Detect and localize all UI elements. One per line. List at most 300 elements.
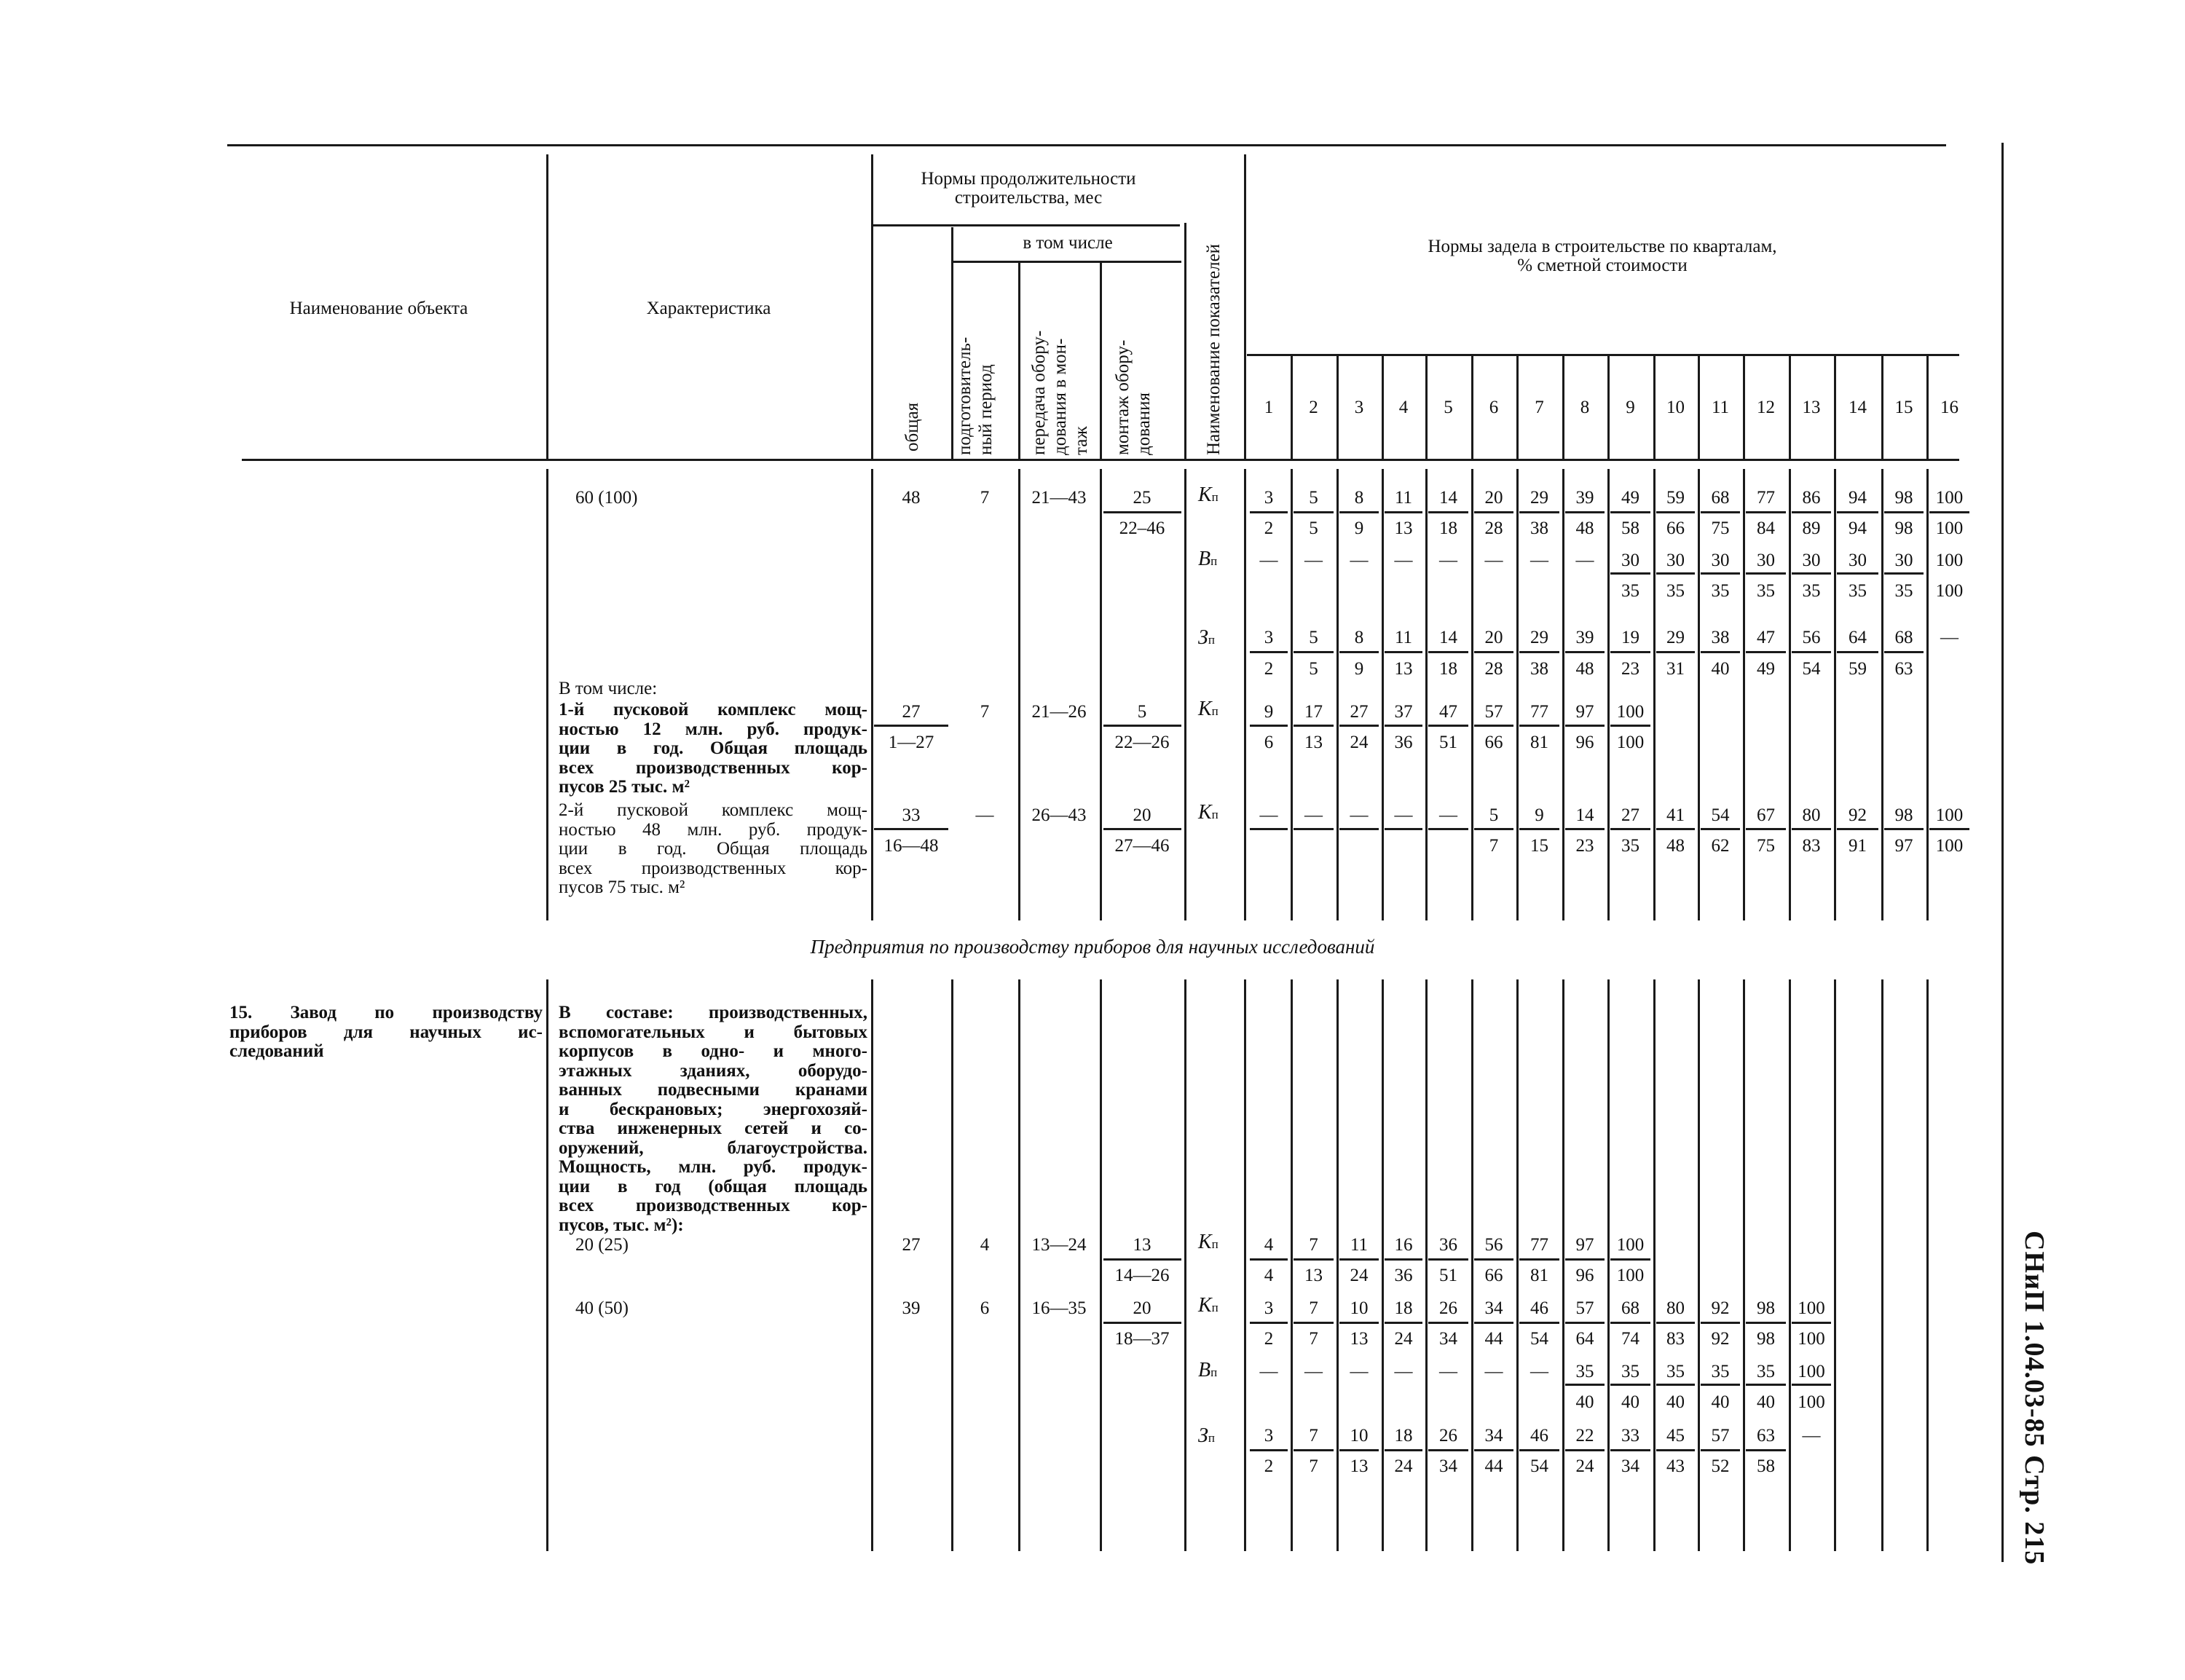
header-indicator-name — [1203, 244, 1224, 455]
block2-r2-vp-rule — [1610, 1384, 1650, 1386]
header-equipment-transfer — [1028, 331, 1092, 455]
block1-complex2-text-line: 2-й пусковой комплекс мощ- — [559, 800, 867, 820]
block2-r2-zp-top: 7 — [1309, 1426, 1318, 1446]
header-bottom-rule — [242, 459, 1959, 461]
block1-zp-rule — [1701, 651, 1740, 653]
block1-zp-top: — — [1940, 628, 1958, 647]
block2-characteristic-line: всех производственных кор- — [559, 1196, 867, 1215]
block1-total: 48 — [902, 488, 921, 508]
complex2-kp-top: 92 — [1849, 805, 1867, 825]
header-quarter-number: 5 — [1444, 398, 1453, 417]
header-col-prep-transfer — [1018, 262, 1020, 460]
block2-r2-zp-bottom: 24 — [1575, 1456, 1594, 1476]
block2-r2-kp-top: 100 — [1798, 1298, 1825, 1318]
header-quarter-line — [1926, 355, 1929, 460]
block2-r2-kp-bottom: 7 — [1309, 1329, 1318, 1349]
complex2-kp-rule — [1701, 828, 1740, 830]
block2-object-name-line: 15. Завод по производству — [229, 1003, 543, 1022]
block2-r2-vp-bottom: 40 — [1575, 1392, 1594, 1412]
header-equipment-transfer-line: таж — [1071, 426, 1091, 455]
block2-r1-kp-bottom: 100 — [1616, 1266, 1645, 1285]
block1-kp-rule — [1565, 511, 1605, 513]
block1-zp-top: 47 — [1757, 628, 1775, 647]
block1-kp-rule — [1929, 511, 1969, 513]
block1-vp-rule — [1701, 572, 1740, 575]
block1-kp-rule — [1294, 511, 1334, 513]
block2-r1-prep: 4 — [980, 1235, 990, 1255]
block2-r2-kp-indicator — [1198, 1294, 1219, 1317]
block1-vp-rule — [1837, 572, 1878, 575]
block2-col-line — [1244, 979, 1246, 1551]
block2-r2-install-bottom: 18—37 — [1114, 1329, 1170, 1349]
complex2-kp-rule — [1792, 828, 1831, 830]
block2-r2-kp-bottom: 13 — [1350, 1329, 1369, 1349]
block1-vp-rule — [1746, 572, 1786, 575]
block1-vp-top: — — [1484, 551, 1503, 570]
header-quarter-number: 10 — [1666, 398, 1685, 417]
block1-zp-bottom: 54 — [1802, 659, 1821, 679]
complex1-kp-bottom: 36 — [1394, 733, 1413, 752]
complex2-kp-top: 27 — [1621, 805, 1639, 825]
table-top-rule — [227, 144, 1946, 146]
complex1-kp-bottom: 6 — [1264, 733, 1274, 752]
header-quarter-line — [1698, 355, 1700, 460]
block2-object-name-line: приборов для научных ис- — [229, 1022, 543, 1042]
header-quarter-line — [1743, 355, 1745, 460]
block1-col-line — [546, 469, 548, 920]
block2-r2-zp-indicator-subscript: п — [1208, 1431, 1215, 1445]
block1-kp-top: 68 — [1711, 488, 1730, 508]
block2-r2-kp-rule — [1385, 1322, 1422, 1324]
block2-r2-zp-rule — [1701, 1449, 1740, 1451]
block2-r2-zp-top: 26 — [1439, 1426, 1457, 1446]
complex1-kp-rule — [1339, 725, 1379, 727]
header-quarter-line — [1562, 355, 1564, 460]
block1-complex1-text — [559, 701, 867, 797]
block2-r2-zp-bottom: 2 — [1264, 1456, 1274, 1476]
block2-characteristic-line: В составе: производственных, — [559, 1003, 867, 1022]
block1-zp-rule — [1656, 651, 1695, 653]
block2-r2-zp-rule — [1294, 1449, 1334, 1451]
block2-characteristic-line: ции в год (общая площадь — [559, 1176, 867, 1196]
block2-r1-kp-bottom: 96 — [1575, 1266, 1594, 1285]
block1-vp-indicator-letter: В — [1198, 548, 1211, 570]
block2-r1-kp-top: 4 — [1264, 1235, 1274, 1255]
block1-vp-bottom: 35 — [1711, 581, 1730, 601]
block2-r2-kp-rule — [1519, 1322, 1559, 1324]
block2-object-name — [229, 1003, 543, 1062]
block2-r2-kp-rule — [1792, 1322, 1831, 1324]
header-duration-title: Нормы продолжительности — [921, 169, 1136, 189]
block2-r2-kp-bottom: 54 — [1530, 1329, 1548, 1349]
block2-r2-vp-top: 35 — [1575, 1362, 1594, 1381]
complex2-kp-bottom: 75 — [1757, 836, 1775, 856]
complex2-kp-bottom: 35 — [1621, 836, 1639, 856]
complex1-kp-top: 77 — [1530, 702, 1548, 722]
block2-r2-vp-top: — — [1484, 1362, 1503, 1381]
block2-r2-zp-top: — — [1802, 1426, 1821, 1446]
section-title: Предприятия по производству приборов для научных исследований — [810, 936, 1375, 958]
header-quarter-line — [1336, 355, 1339, 460]
block2-characteristic-line: вспомогательных и бытовых — [559, 1022, 867, 1042]
block1-zp-top: 38 — [1711, 628, 1730, 647]
block1-kp-top: 39 — [1575, 488, 1594, 508]
block1-complex1-text-line: всех производственных кор- — [559, 757, 867, 778]
block1-kp-rule — [1250, 511, 1288, 513]
block1-vp-top: — — [1575, 551, 1594, 570]
header-quarter-number: 11 — [1711, 398, 1730, 417]
block1-zp-top: 39 — [1575, 628, 1594, 647]
header-quarter-line — [1471, 355, 1473, 460]
block2-r2-vp-top: 100 — [1798, 1362, 1825, 1381]
block2-r2-zp-bottom: 54 — [1530, 1456, 1548, 1476]
block2-col-line — [871, 979, 873, 1551]
block1-vp-top: 30 — [1711, 551, 1730, 570]
header-quarter-number: 6 — [1489, 398, 1499, 417]
block1-zp-top: 56 — [1802, 628, 1821, 647]
block2-r2-kp-top: 10 — [1350, 1298, 1369, 1318]
block2-r2-vp-bottom: 40 — [1711, 1392, 1730, 1412]
block1-install-bottom: 22–46 — [1119, 518, 1165, 538]
complex1-kp-rule — [1385, 725, 1422, 727]
block1-complex1-text-line: 1-й пусковой комплекс мощ- — [559, 700, 867, 719]
complex2-kp-bottom: 100 — [1935, 836, 1964, 856]
block1-kp-rule — [1656, 511, 1695, 513]
header-quarters-rule — [1247, 354, 1959, 356]
complex2-kp-top: — — [1350, 805, 1369, 825]
complex1-kp-top: 97 — [1575, 702, 1594, 722]
complex1-kp-rule — [1610, 725, 1650, 727]
block1-vp-top: 100 — [1935, 551, 1964, 570]
block1-vp-top: 30 — [1757, 551, 1775, 570]
header-quarter-number: 2 — [1309, 398, 1318, 417]
block1-kp-top: 11 — [1394, 488, 1413, 508]
block2-r1-kp-bottom: 66 — [1484, 1266, 1503, 1285]
right-margin-line — [2001, 143, 2004, 1562]
block2-r2-zp-bottom: 34 — [1439, 1456, 1457, 1476]
block1-kp-rule — [1519, 511, 1559, 513]
block1-zp-top: 29 — [1666, 628, 1685, 647]
block1-zp-rule — [1250, 651, 1288, 653]
block2-quarter-line — [1834, 979, 1836, 1551]
header-prep-period — [954, 337, 996, 455]
block2-col-line — [951, 979, 953, 1551]
block1-vp-bottom: 35 — [1757, 581, 1775, 601]
block1-zp-indicator-letter: З — [1198, 626, 1208, 649]
block1-kp-bottom: 9 — [1354, 518, 1364, 538]
block2-r2-zp-bottom: 13 — [1350, 1456, 1369, 1476]
header-quarter-number: 15 — [1894, 398, 1913, 417]
block1-vp-rule — [1884, 572, 1924, 575]
block1-zp-rule — [1746, 651, 1786, 653]
block1-complex2-text-line: пусов 75 тыс. м² — [559, 878, 685, 897]
complex2-kp-bottom: 62 — [1711, 836, 1730, 856]
block2-r2-vp-top: 35 — [1757, 1362, 1775, 1381]
block2-r1-kp-rule — [1519, 1258, 1559, 1261]
block2-r2-kp-top: 57 — [1575, 1298, 1594, 1318]
block2-r2-kp-top: 26 — [1439, 1298, 1457, 1318]
block1-kp-bottom: 84 — [1757, 518, 1775, 538]
block2-r2-total: 39 — [902, 1298, 921, 1318]
block2-r1-kp-rule — [1250, 1258, 1288, 1261]
complex1-kp-bottom: 81 — [1530, 733, 1548, 752]
complex2-kp-top: 67 — [1757, 805, 1775, 825]
header-col-transfer-install — [1100, 262, 1102, 460]
block2-col-line — [1018, 979, 1020, 1551]
complex2-kp-bottom: 48 — [1666, 836, 1685, 856]
block1-kp-top: 77 — [1757, 488, 1775, 508]
block2-r2-install-rule — [1103, 1322, 1181, 1324]
header-quarter-line — [1382, 355, 1384, 460]
block1-zp-bottom: 13 — [1394, 659, 1413, 679]
complex1-kp-bottom: 100 — [1616, 733, 1645, 752]
block1-prep: 7 — [980, 488, 990, 508]
block2-r2-zp-rule — [1519, 1449, 1559, 1451]
block1-zp-top: 29 — [1530, 628, 1548, 647]
block1-kp-indicator — [1198, 484, 1219, 507]
header-quarter-number: 13 — [1802, 398, 1821, 417]
complex1-total-top: 27 — [902, 702, 921, 722]
block1-kp-indicator-letter: К — [1198, 484, 1212, 506]
block2-col-line — [546, 979, 548, 1551]
header-quarter-line — [1653, 355, 1656, 460]
complex2-kp-rule — [1837, 828, 1878, 830]
block2-r2-kp-top: 80 — [1666, 1298, 1685, 1318]
header-col-object-char — [546, 154, 548, 460]
complex2-kp-rule — [1746, 828, 1786, 830]
complex2-kp-rule — [1339, 828, 1379, 830]
block2-r1-kp-top: 97 — [1575, 1235, 1594, 1255]
block1-vp-rule — [1610, 572, 1650, 575]
header-equipment-install-line: дования — [1134, 392, 1154, 455]
block2-r2-kp-rule — [1565, 1322, 1605, 1324]
header-quarter-line — [1291, 355, 1293, 460]
block1-kp-bottom: 5 — [1309, 518, 1318, 538]
complex1-transfer: 21—26 — [1031, 702, 1087, 722]
complex1-kp-top: 100 — [1616, 702, 1645, 722]
header-prep-period-line: подготовитель- — [955, 336, 975, 455]
block2-r2-transfer: 16—35 — [1031, 1298, 1087, 1318]
complex1-kp-bottom: 24 — [1350, 733, 1369, 752]
complex1-kp-bottom: 66 — [1484, 733, 1503, 752]
block1-zp-bottom: 38 — [1530, 659, 1548, 679]
block2-r1-install-top: 13 — [1133, 1235, 1151, 1255]
block1-vp-top: — — [1530, 551, 1548, 570]
block2-r2-zp-top: 22 — [1575, 1426, 1594, 1446]
header-prep-period-line: ный период — [976, 364, 996, 455]
block1-vp-top: — — [1259, 551, 1278, 570]
block1-zp-rule — [1837, 651, 1878, 653]
block2-r2-vp-top: — — [1350, 1362, 1369, 1381]
block1-zp-top: 8 — [1354, 628, 1364, 647]
block2-col-line — [1184, 979, 1186, 1551]
block1-kp-top: 100 — [1935, 488, 1964, 508]
complex2-kp-top: 5 — [1489, 805, 1499, 825]
block1-vp-top: 30 — [1666, 551, 1685, 570]
block2-quarter-line — [1881, 979, 1883, 1551]
header-including-rule — [953, 261, 1181, 263]
complex2-total-top: 33 — [902, 805, 921, 825]
complex1-kp-rule — [1519, 725, 1559, 727]
complex2-kp-indicator — [1198, 801, 1219, 824]
complex1-kp-top: 9 — [1264, 702, 1274, 722]
block1-zp-rule — [1565, 651, 1605, 653]
block1-vp-rule — [1656, 572, 1695, 575]
block1-kp-bottom: 100 — [1935, 518, 1964, 538]
block1-vp-top: 30 — [1802, 551, 1821, 570]
block2-r2-zp-top: 34 — [1484, 1426, 1503, 1446]
complex1-kp-top: 37 — [1394, 702, 1413, 722]
block1-zp-bottom: 5 — [1309, 659, 1318, 679]
block1-zp-rule — [1519, 651, 1559, 653]
block2-r2-vp-top: — — [1394, 1362, 1413, 1381]
block1-kp-rule — [1474, 511, 1513, 513]
block2-quarter-line — [1789, 979, 1791, 1551]
block1-kp-rule — [1792, 511, 1831, 513]
complex2-kp-top: — — [1439, 805, 1457, 825]
complex2-kp-rule — [1519, 828, 1559, 830]
header-quarter-line — [1834, 355, 1836, 460]
complex1-kp-indicator-subscript: п — [1211, 704, 1219, 718]
header-quarter-number: 16 — [1940, 398, 1958, 417]
block2-r2-vp-top: — — [1439, 1362, 1457, 1381]
block2-r1-kp-indicator-subscript: п — [1211, 1237, 1219, 1251]
header-equipment-transfer-line: передача обору- — [1029, 330, 1049, 455]
block2-r1-kp-top: 7 — [1309, 1235, 1318, 1255]
complex2-kp-top: 9 — [1535, 805, 1544, 825]
block2-r2-kp-top: 3 — [1264, 1298, 1274, 1318]
block2-r1-install-rule — [1103, 1258, 1181, 1261]
block2-r1-characteristic: 20 (25) — [575, 1235, 629, 1255]
header-quarter-line — [1516, 355, 1519, 460]
block2-r1-kp-bottom: 4 — [1264, 1266, 1274, 1285]
block1-complex1-text-line: ностью 12 млн. руб. продук- — [559, 719, 867, 739]
block2-r1-kp-bottom: 51 — [1439, 1266, 1457, 1285]
header-duration-title: строительства, мес — [954, 188, 1103, 208]
block2-r2-zp-rule — [1656, 1449, 1695, 1451]
block1-kp-bottom: 2 — [1264, 518, 1274, 538]
header-col-install — [1184, 223, 1186, 460]
block2-r1-kp-top: 16 — [1394, 1235, 1413, 1255]
block1-vp-indicator — [1198, 548, 1217, 571]
block2-r2-zp-top: 63 — [1757, 1426, 1775, 1446]
header-quarter-line — [1881, 355, 1883, 460]
block2-r2-zp-rule — [1610, 1449, 1650, 1451]
block2-r2-zp-rule — [1250, 1449, 1288, 1451]
complex2-kp-bottom: 97 — [1894, 836, 1913, 856]
complex1-install-rule — [1103, 725, 1181, 727]
block1-vp-bottom: 35 — [1802, 581, 1821, 601]
block1-kp-bottom: 98 — [1894, 518, 1913, 538]
block1-zp-top: 19 — [1621, 628, 1639, 647]
complex2-kp-indicator-subscript: п — [1211, 808, 1219, 821]
block2-r2-zp-bottom: 58 — [1757, 1456, 1775, 1476]
block2-r2-kp-top: 7 — [1309, 1298, 1318, 1318]
complex1-kp-rule — [1250, 725, 1288, 727]
block2-r2-zp-top: 57 — [1711, 1426, 1730, 1446]
block1-zp-bottom: 23 — [1621, 659, 1639, 679]
block2-r2-kp-rule — [1250, 1322, 1288, 1324]
block1-zp-bottom: 40 — [1711, 659, 1730, 679]
header-col-char-total — [871, 154, 873, 460]
complex1-kp-top: 57 — [1484, 702, 1503, 722]
block1-kp-rule — [1339, 511, 1379, 513]
complex1-kp-top: 47 — [1439, 702, 1457, 722]
block2-r2-vp-indicator — [1198, 1359, 1217, 1382]
block2-r2-zp-bottom: 43 — [1666, 1456, 1685, 1476]
complex1-kp-bottom: 13 — [1304, 733, 1323, 752]
block2-characteristic-line: ства инженерных сетей и со- — [559, 1119, 867, 1138]
block2-object-name-line: следований — [229, 1041, 324, 1061]
complex2-kp-bottom: 83 — [1802, 836, 1821, 856]
block1-col-line — [871, 469, 873, 920]
block1-kp-bottom: 18 — [1439, 518, 1457, 538]
complex2-kp-bottom: 7 — [1489, 836, 1499, 856]
block2-r2-zp-indicator-letter: З — [1198, 1424, 1208, 1447]
block2-r2-kp-rule — [1428, 1322, 1468, 1324]
block1-zp-rule — [1294, 651, 1334, 653]
block1-zp-bottom: 48 — [1575, 659, 1594, 679]
complex2-kp-bottom: 23 — [1575, 836, 1594, 856]
block1-characteristic: 60 (100) — [575, 488, 638, 508]
block2-r2-kp-indicator-subscript: п — [1211, 1301, 1219, 1314]
header-quarter-number: 4 — [1398, 398, 1409, 417]
block1-zp-rule — [1385, 651, 1422, 653]
complex1-kp-top: 27 — [1350, 702, 1369, 722]
complex1-kp-rule — [1294, 725, 1334, 727]
block2-r2-vp-top: — — [1304, 1362, 1323, 1381]
block2-r2-kp-rule — [1610, 1322, 1650, 1324]
block1-kp-rule — [1428, 511, 1468, 513]
block2-r1-kp-top: 36 — [1439, 1235, 1457, 1255]
block2-characteristic-line: ванных подвесными кранами — [559, 1080, 867, 1100]
block2-r2-kp-rule — [1746, 1322, 1786, 1324]
block1-zp-rule — [1474, 651, 1513, 653]
block2-r1-kp-bottom: 36 — [1394, 1266, 1413, 1285]
block2-r2-kp-bottom: 64 — [1575, 1329, 1594, 1349]
block2-r1-transfer: 13—24 — [1031, 1235, 1087, 1255]
block2-r2-zp-indicator — [1198, 1424, 1215, 1448]
header-total-line: общая — [902, 402, 922, 451]
complex2-kp-top: 41 — [1666, 805, 1685, 825]
block1-complex2-text-line: ции в год. Общая площадь — [559, 839, 867, 859]
block1-col-line — [1018, 469, 1020, 920]
block1-zp-top: 20 — [1484, 628, 1503, 647]
block2-r2-vp-top: — — [1530, 1362, 1548, 1381]
block2-r2-vp-top: 35 — [1666, 1362, 1685, 1381]
block1-zp-indicator-subscript: п — [1208, 633, 1215, 647]
block1-vp-top: 30 — [1849, 551, 1867, 570]
block1-kp-bottom: 66 — [1666, 518, 1685, 538]
complex2-kp-top: — — [1259, 805, 1278, 825]
complex1-install-top: 5 — [1137, 702, 1147, 722]
complex2-kp-bottom: 91 — [1849, 836, 1867, 856]
block1-kp-bottom: 38 — [1530, 518, 1548, 538]
complex2-install-top: 20 — [1133, 805, 1151, 825]
block2-r2-kp-top: 92 — [1711, 1298, 1730, 1318]
complex2-install-bottom: 27—46 — [1114, 836, 1170, 856]
block2-r2-characteristic: 40 (50) — [575, 1298, 629, 1318]
block1-zp-top: 14 — [1439, 628, 1457, 647]
complex1-kp-rule — [1428, 725, 1468, 727]
block2-r2-kp-bottom: 98 — [1757, 1329, 1775, 1349]
block2-r1-kp-rule — [1294, 1258, 1334, 1261]
block2-r2-vp-rule — [1701, 1384, 1740, 1386]
block2-characteristic-line: и бескрановых; энергохозяй- — [559, 1099, 867, 1119]
block2-r2-zp-top: 10 — [1350, 1426, 1369, 1446]
block2-r2-zp-top: 46 — [1530, 1426, 1548, 1446]
block2-r2-kp-bottom: 24 — [1394, 1329, 1413, 1349]
